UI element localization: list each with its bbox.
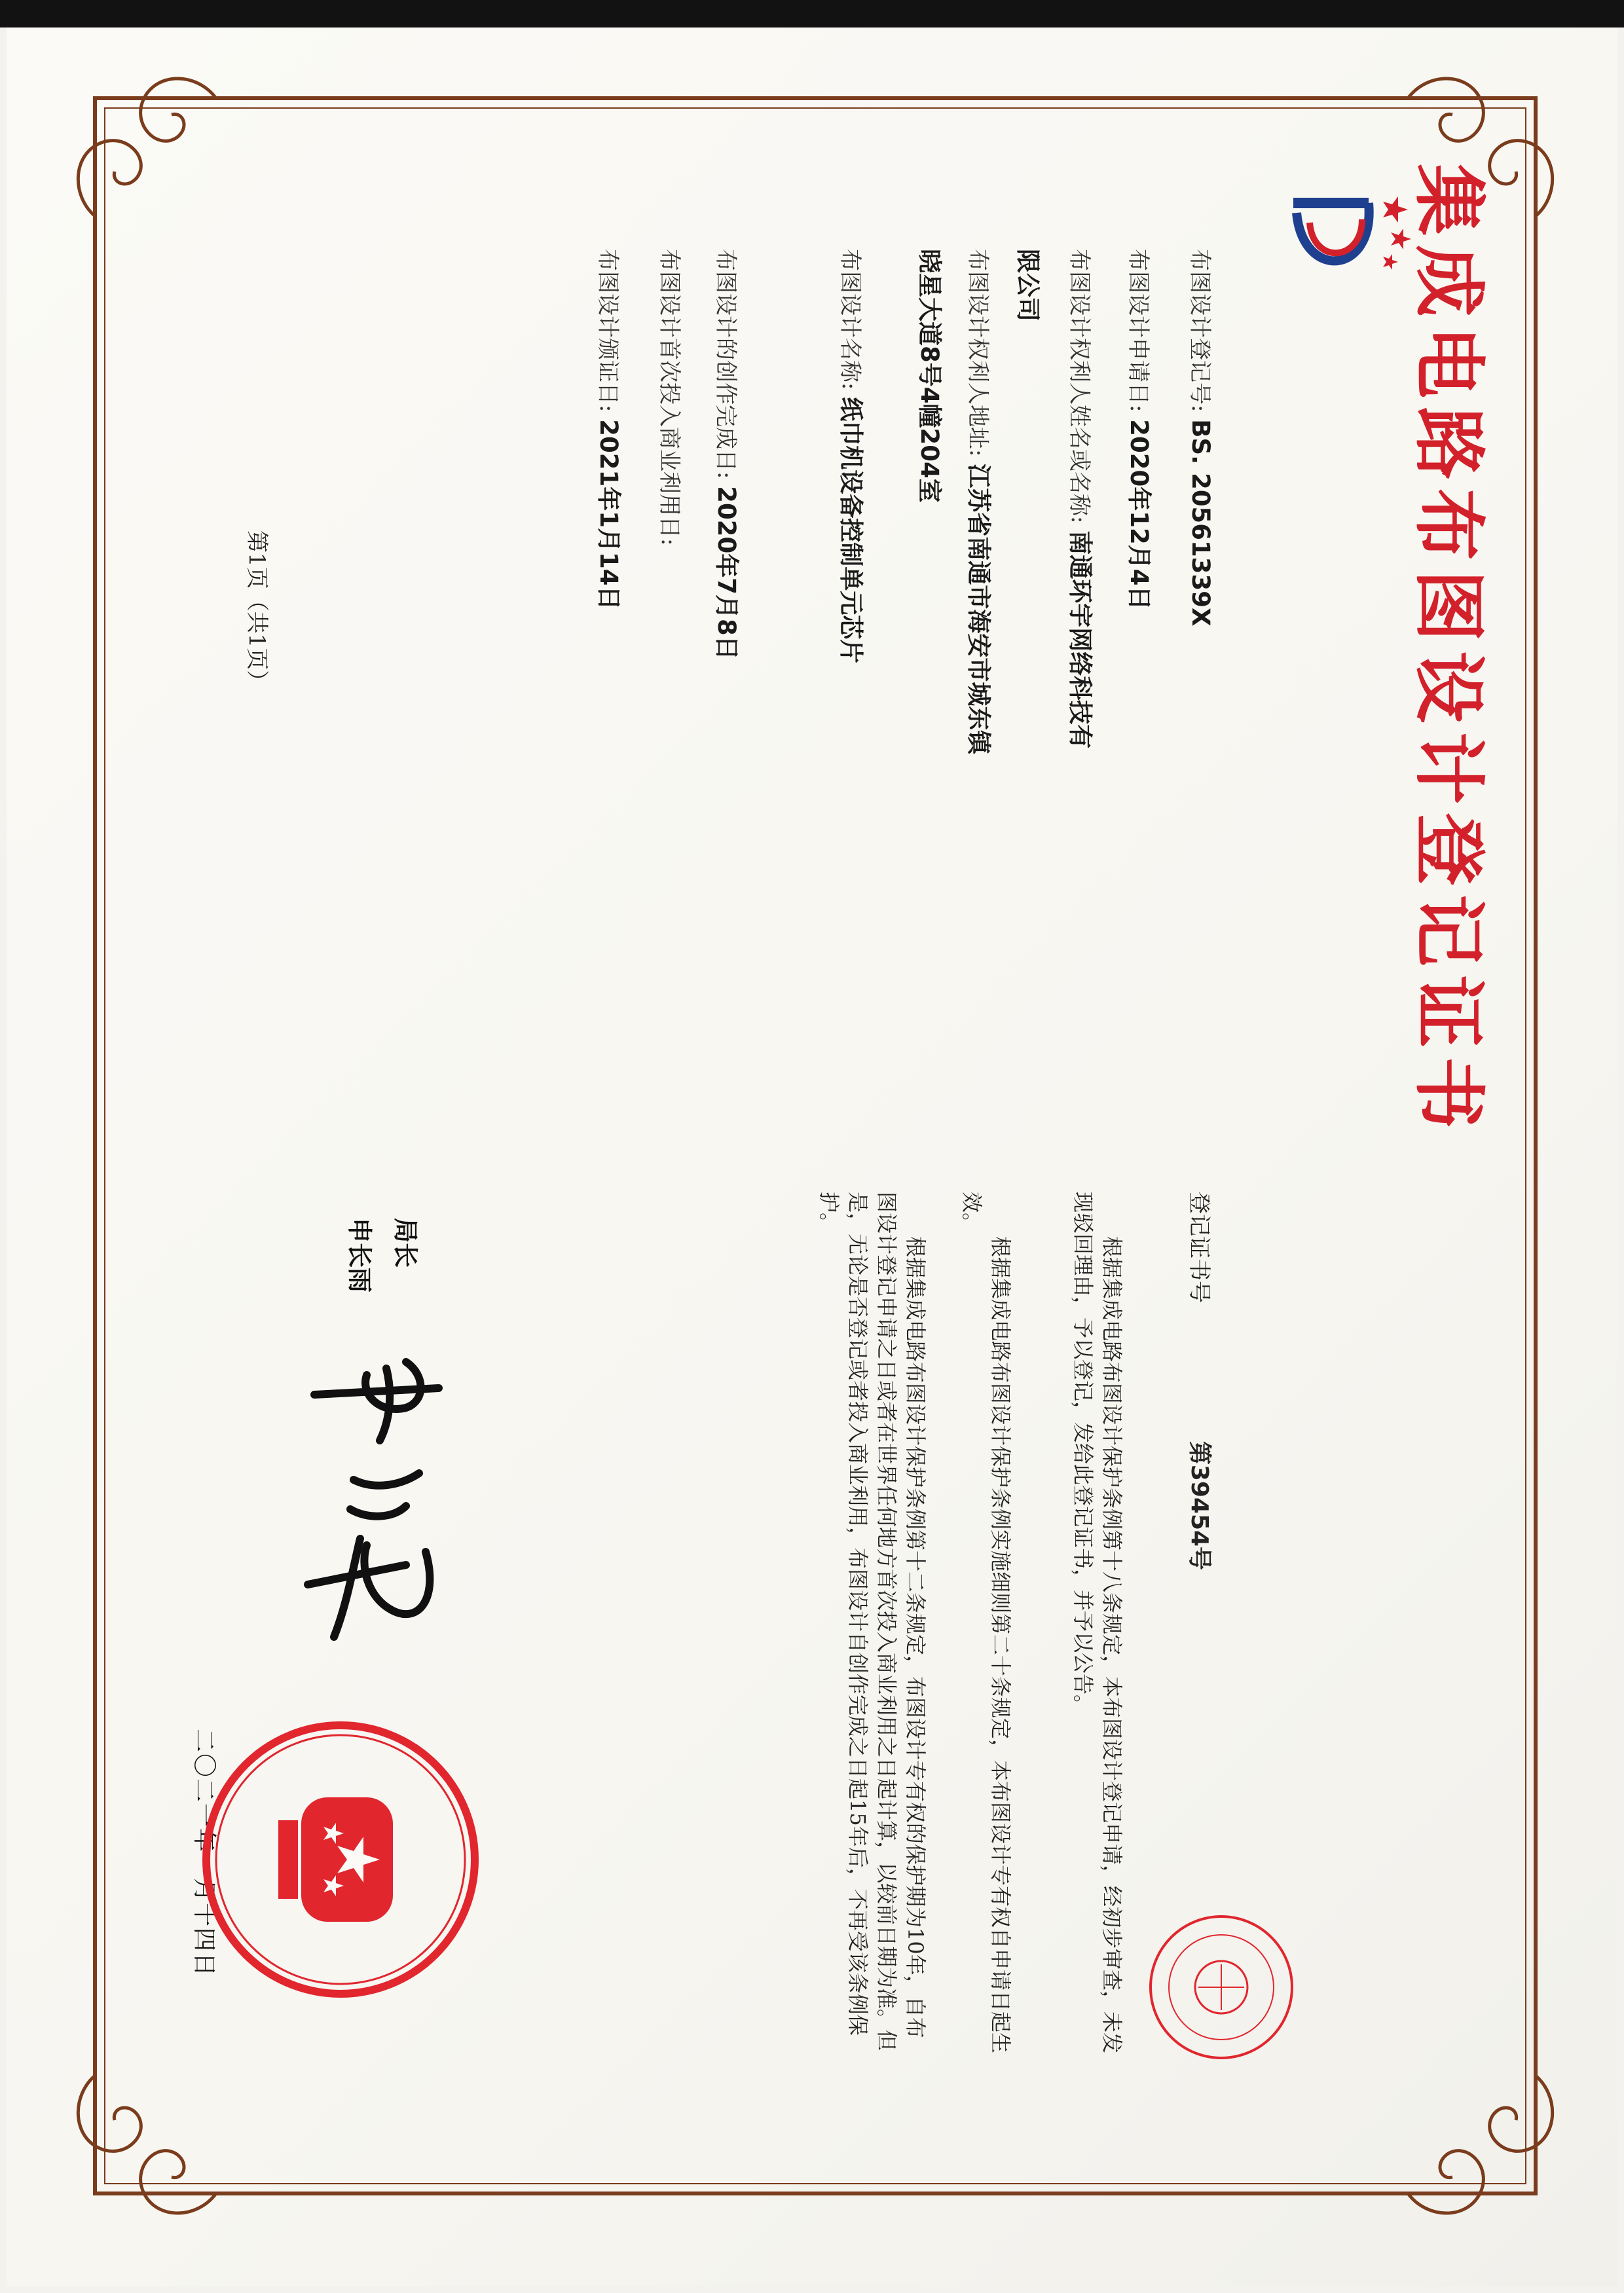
ip-logo-icon <box>1290 183 1414 282</box>
paragraph-effective: 根据集成电路布图设计保护条例实施细则第二十条规定，本布图设计专有权自申请日起生效。 <box>959 1192 1013 2054</box>
decorative-code-strip <box>1225 1165 1257 1493</box>
field-issue-date: 布图设计颁证日: 2021年1月14日 <box>595 249 623 610</box>
office-seal-icon <box>196 1715 485 2004</box>
field-first-commercial-use: 布图设计首次投入商业利用日: <box>656 249 682 546</box>
field-owner-name-cont: 限公司 <box>1014 249 1042 321</box>
page-note: 第1页（共1页） <box>244 530 270 693</box>
signature-icon <box>295 1349 465 1663</box>
director-title: 局长 <box>391 1218 420 1268</box>
field-creation-date: 布图设计的创作完成日: 2020年7月8日 <box>712 249 741 660</box>
certificate-number: 登记证书号 第39454号 <box>1186 1192 1213 1571</box>
issue-date: 二〇二一年一月十四日 <box>191 1729 217 1978</box>
owner-address-cont: 晓星大道8号4幢204室 <box>915 249 944 503</box>
paragraph-registration: 根据集成电路布图设计保护条例第十八条规定，本布图设计登记申请，经初步审查，未发现驳回理由，予以登记，发给此登记证书，并予以公告。 <box>1071 1192 1124 2054</box>
field-registration-no: 布图设计登记号: BS. 20561339X <box>1187 249 1215 627</box>
agency-stamp-icon <box>1146 1912 1297 2063</box>
field-design-name: 布图设计名称: 纸巾机设备控制单元芯片 <box>837 249 865 664</box>
paragraph-protection-term: 根据集成电路布图设计保护条例第十二条规定，布图设计专有权的保护期为10年，自布图设计登记申请之日或者在世界任何地方首次投入商业利用之日起计算，以较前日期为准。但是，无论是否登记或者投入商业利用，布图设计自创作完成之日起15年后，不再受该条例保护。 <box>817 1192 928 2051</box>
director-name: 申长雨 <box>345 1218 374 1293</box>
field-owner-name: 布图设计权利人姓名或名称: 南通环宇网络科技有 <box>1066 249 1094 749</box>
field-application-date: 布图设计申请日: 2020年12月4日 <box>1125 249 1153 610</box>
certificate-title: 集成电路布图设计登记证书 <box>1407 164 1490 1138</box>
field-owner-address: 布图设计权利人地址: 江苏省南通市海安市城东镇 <box>965 249 993 755</box>
